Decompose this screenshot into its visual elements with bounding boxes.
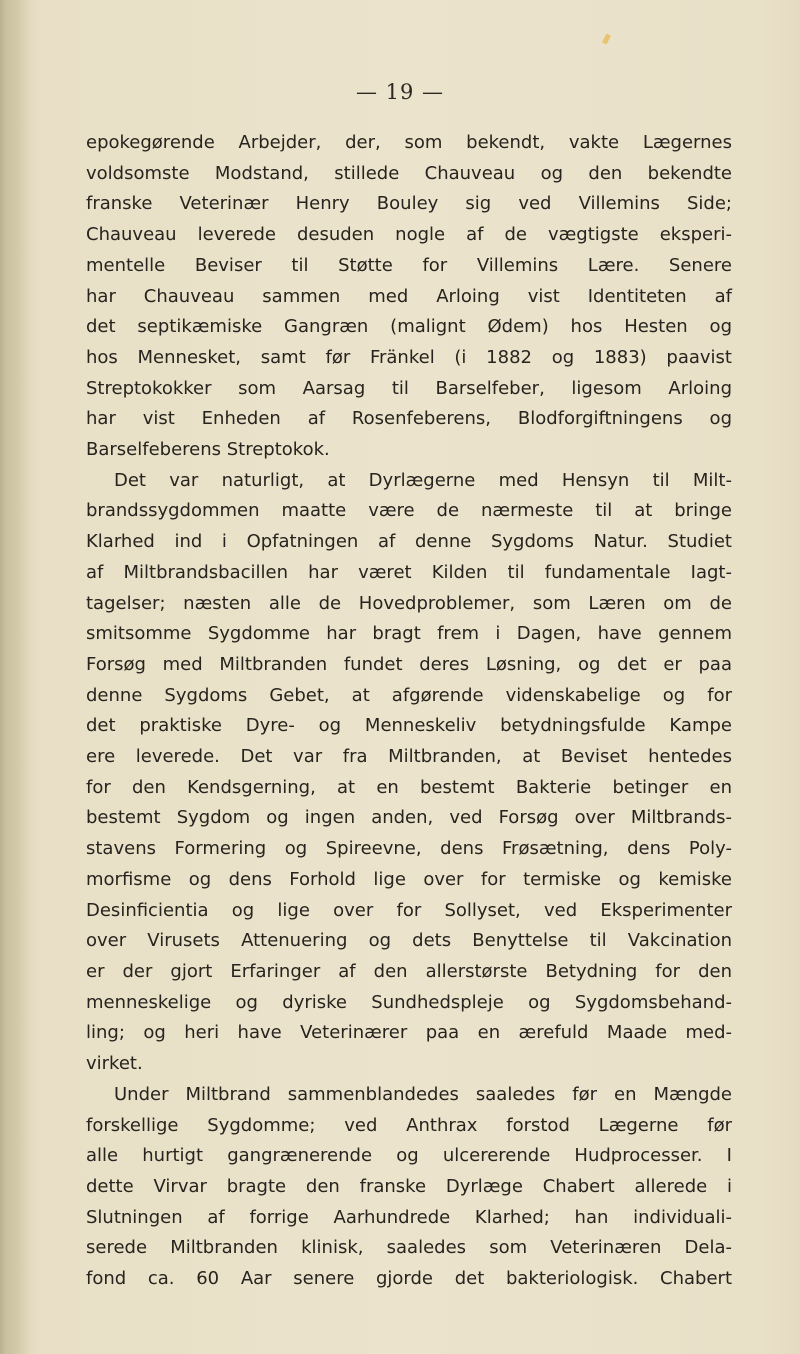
text-line: Slutningen af forrige Aarhundrede Klarhed; han individuali- (86, 1206, 732, 1228)
paper-blemish (602, 33, 611, 44)
text-line: Chauveau leverede desuden nogle af de vægtigste eksperi- (86, 224, 732, 246)
page-edge-shadow (0, 0, 30, 1354)
text-line: af Miltbrandsbacillen har været Kilden til fundamentale Iagt- (86, 561, 732, 583)
text-line: Forsøg med Miltbranden fundet deres Løsning, og det er paa (86, 653, 732, 675)
text-line: det praktiske Dyre- og Menneskeliv betydningsfulde Kampe (86, 715, 732, 737)
text-line: over Virusets Attenuering og dets Benyttelse til Vakcination (86, 930, 732, 952)
text-line: tagelser; næsten alle de Hovedproblemer, som Læren om de (86, 592, 732, 614)
text-line: Streptokokker som Aarsag til Barselfeber, ligesom Arloing (86, 377, 732, 399)
text-line: mentelle Beviser til Støtte for Villemins Lære. Senere (86, 254, 732, 276)
page-number: — 19 — (355, 80, 445, 104)
text-line: morfisme og dens Forhold lige over for termiske og kemiske (86, 868, 732, 890)
text-line: forskellige Sygdomme; ved Anthrax forstod Lægerne før (86, 1114, 732, 1136)
text-line: brandssygdommen maatte være de nærmeste til at bringe (86, 500, 732, 522)
text-line: har vist Enheden af Rosenfeberens, Blodforgiftningens og (86, 408, 732, 430)
body-text (86, 128, 732, 1295)
text-line: virket. (86, 1053, 143, 1075)
text-line: fond ca. 60 Aar senere gjorde det bakteriologisk. Chabert (86, 1268, 732, 1290)
text-line: det septikæmiske Gangræn (malignt Ødem) hos Hesten og (86, 316, 732, 338)
text-line: ling; og heri have Veterinærer paa en ærefuld Maade med- (86, 1022, 732, 1044)
text-line: Barselfeberens Streptokok. (86, 439, 330, 461)
text-line: smitsomme Sygdomme har bragt frem i Dagen, have gennem (86, 623, 732, 645)
text-line: epokegørende Arbejder, der, som bekendt, vakte Lægernes (86, 132, 732, 153)
text-line: alle hurtigt gangrænerende og ulcererende Hudprocesser. I (86, 1145, 732, 1167)
text-line: Det var naturligt, at Dyrlægerne med Hensyn til Milt- (114, 469, 732, 491)
text-line: Under Miltbrand sammenblandedes saaledes før en Mængde (114, 1083, 732, 1105)
text-line: menneskelige og dyriske Sundhedspleje og Sygdomsbehand- (86, 991, 732, 1013)
text-line: for den Kendsgerning, at en bestemt Bakterie betinger en (86, 776, 732, 798)
text-line: dette Virvar bragte den franske Dyrlæge Chabert allerede i (86, 1175, 732, 1197)
text-line: denne Sygdoms Gebet, at afgørende videnskabelige og for (86, 684, 732, 706)
text-line: Klarhed ind i Opfatningen af denne Sygdoms Natur. Studiet (86, 531, 732, 553)
text-line: Desinficientia og lige over for Sollyset, ved Eksperimenter (86, 899, 732, 921)
text-line: bestemt Sygdom og ingen anden, ved Forsøg over Miltbrands- (86, 807, 732, 829)
text-line: hos Mennesket, samt før Fränkel (i 1882 og 1883) paavist (86, 346, 732, 368)
text-line: er der gjort Erfaringer af den allerstørste Betydning for den (86, 960, 732, 982)
text-line: stavens Formering og Spireevne, dens Frøsætning, dens Poly- (86, 838, 732, 860)
text-line: har Chauveau sammen med Arloing vist Identiteten af (86, 285, 732, 307)
text-line: voldsomste Modstand, stillede Chauveau og den bekendte (86, 162, 732, 184)
text-line: serede Miltbranden klinisk, saaledes som Veterinæren Dela- (86, 1237, 732, 1259)
text-line: ere leverede. Det var fra Miltbranden, at Beviset hentedes (86, 746, 732, 768)
text-line: franske Veterinær Henry Bouley sig ved Villemins Side; (86, 193, 732, 215)
